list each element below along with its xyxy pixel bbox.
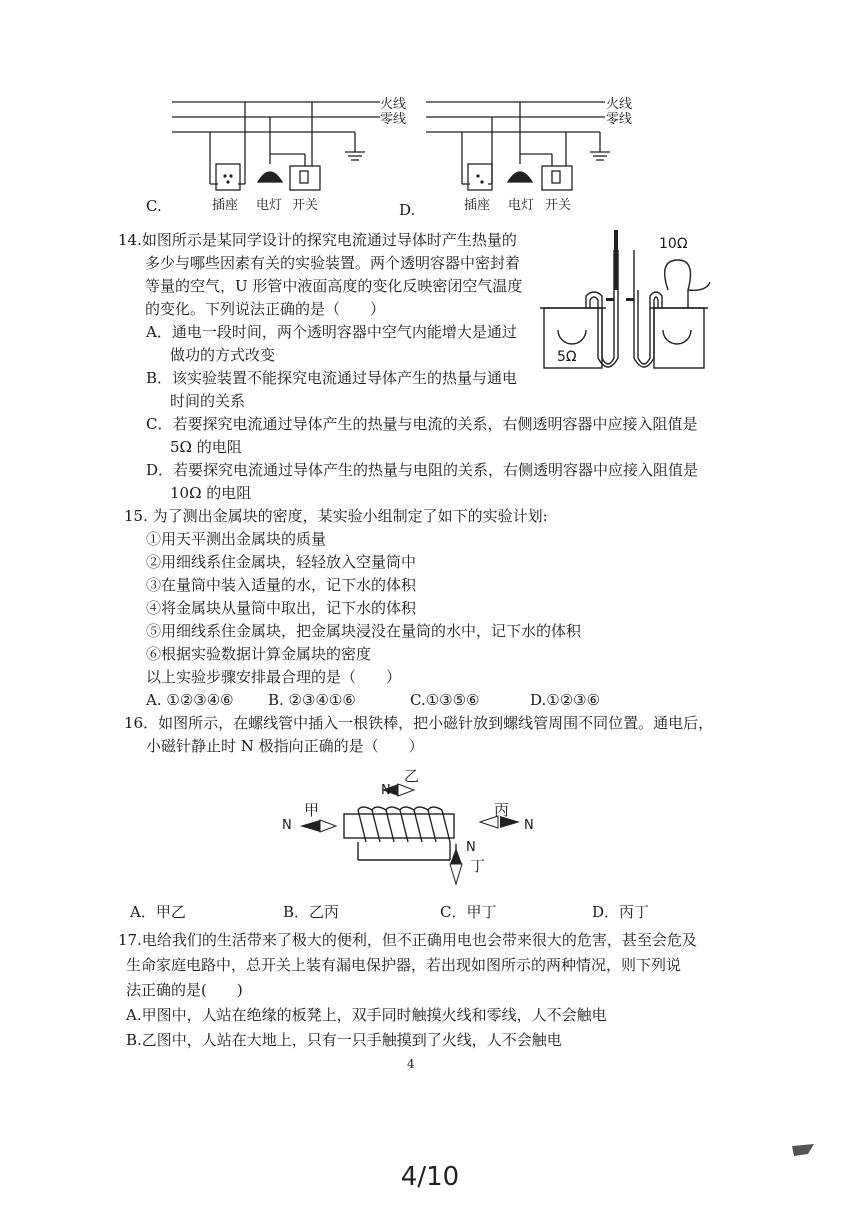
q15-option-d[interactable]: D.①②③⑥ <box>530 691 601 709</box>
q15-step-6: ⑥根据实验数据计算金属块的密度 <box>146 645 372 663</box>
resistor-5-ohm-label: 5Ω <box>557 349 577 365</box>
neutral-wire-label-d: 零线 <box>606 112 633 127</box>
compass-jia-label: 甲 <box>304 801 320 819</box>
scan-mark-icon <box>790 1142 816 1158</box>
q16-option-b[interactable]: B．乙丙 <box>283 903 340 921</box>
compass-bing-label: 丙 <box>494 801 510 819</box>
q15-step-1: ①用天平测出金属块的质量 <box>146 530 327 548</box>
q15-step-5: ⑤用细线系住金属块，把金属块浸没在量筒的水中，记下水的体积 <box>146 622 582 640</box>
q17-line-2: 生命家庭电路中，总开关上装有漏电保护器，若出现如图所示的两种情况，则下列说 <box>126 956 682 974</box>
q16-option-d[interactable]: D．丙丁 <box>592 903 650 921</box>
q14-option-c[interactable]: C．若要探究电流通过导体产生的热量与电流的关系，右侧透明容器中应接入阻值是 <box>146 415 698 433</box>
q16-line-1: 16．如图所示，在螺线管中插入一根铁棒，把小磁针放到螺线管周围不同位置。通电后， <box>124 714 714 732</box>
q14-line-2: 多少与哪些因素有关的实验装置。两个透明容器中密封着 <box>145 254 521 272</box>
q15-option-a[interactable]: A. ①②③④⑥ <box>146 691 234 709</box>
q16-option-c[interactable]: C．甲丁 <box>440 903 497 921</box>
q15-question: 以上实验步骤安排最合理的是（ ） <box>146 668 402 686</box>
q15-step-4: ④将金属块从量筒中取出，记下水的体积 <box>146 599 417 617</box>
socket-label-d: 插座 <box>464 198 491 213</box>
page-number: 4 <box>407 1057 415 1071</box>
fire-wire-label-d: 火线 <box>606 97 633 112</box>
q14-option-c-cont: 5Ω 的电阻 <box>170 438 242 456</box>
resistor-10-ohm-label: 10Ω <box>659 236 688 252</box>
q14-line-4: 的变化。下列说法正确的是（ ） <box>145 300 386 318</box>
compass-ding-n-label: N <box>466 840 476 855</box>
q15-step-2: ②用细线系住金属块，轻轻放入空量筒中 <box>146 553 417 571</box>
q15-option-c[interactable]: C.①③⑤⑥ <box>410 691 480 709</box>
option-d-label: D. <box>399 201 416 219</box>
q14-line-3: 等量的空气，U 形管中液面高度的变化反映密闭空气温度 <box>145 277 523 295</box>
q15-step-3: ③在量筒中装入适量的水，记下水的体积 <box>146 576 417 594</box>
lamp-label-d: 电灯 <box>508 198 535 213</box>
q14-option-d[interactable]: D．若要探究电流通过导体产生的热量与电阻的关系，右侧透明容器中应接入阻值是 <box>146 461 699 479</box>
socket-label-c: 插座 <box>212 198 239 213</box>
q14-option-b-cont: 时间的关系 <box>170 392 246 410</box>
q15-stem: 15. 为了测出金属块的密度，某实验小组制定了如下的实验计划: <box>124 507 548 525</box>
q17-option-b[interactable]: B.乙图中，人站在大地上，只有一只手触摸到了火线，人不会触电 <box>126 1031 562 1049</box>
lamp-label-c: 电灯 <box>256 198 283 213</box>
q17-option-a[interactable]: A.甲图中，人站在绝缘的板凳上，双手同时触摸火线和零线，人不会触电 <box>126 1006 607 1024</box>
compass-ding-label: 丁 <box>470 857 486 875</box>
switch-label-c: 开关 <box>292 198 319 213</box>
option-c-label: C. <box>146 197 162 215</box>
q14-option-a-cont: 做功的方式改变 <box>170 346 276 364</box>
q14-option-a[interactable]: A．通电一段时间，两个透明容器中空气内能增大是通过 <box>146 323 517 341</box>
compass-yi-label: 乙 <box>404 767 420 785</box>
switch-label-d: 开关 <box>545 198 572 213</box>
compass-yi-n-label: N <box>381 783 391 798</box>
q14-line-1: 14.如图所示是某同学设计的探究电流通过导体时产生热量的 <box>118 231 517 249</box>
q14-option-d-cont: 10Ω 的电阻 <box>170 484 252 502</box>
q17-line-1: 17.电给我们的生活带来了极大的便利，但不正确用电也会带来很大的危害，甚至会危及 <box>118 931 697 949</box>
q15-option-b[interactable]: B. ②③④①⑥ <box>268 691 356 709</box>
q14-option-b[interactable]: B．该实验装置不能探究电流通过导体产生的热量与通电 <box>146 369 518 387</box>
q17-line-3: 法正确的是( ) <box>126 981 243 999</box>
page-counter: 4/10 <box>400 1162 460 1192</box>
compass-bing-n-label: N <box>524 818 534 833</box>
q16-option-a[interactable]: A．甲乙 <box>130 903 186 921</box>
fire-wire-label-c: 火线 <box>380 97 407 112</box>
neutral-wire-label-c: 零线 <box>380 112 407 127</box>
compass-jia-n-label: N <box>282 818 292 833</box>
q16-line-2: 小磁针静止时 N 极指向正确的是（ ） <box>146 737 424 755</box>
